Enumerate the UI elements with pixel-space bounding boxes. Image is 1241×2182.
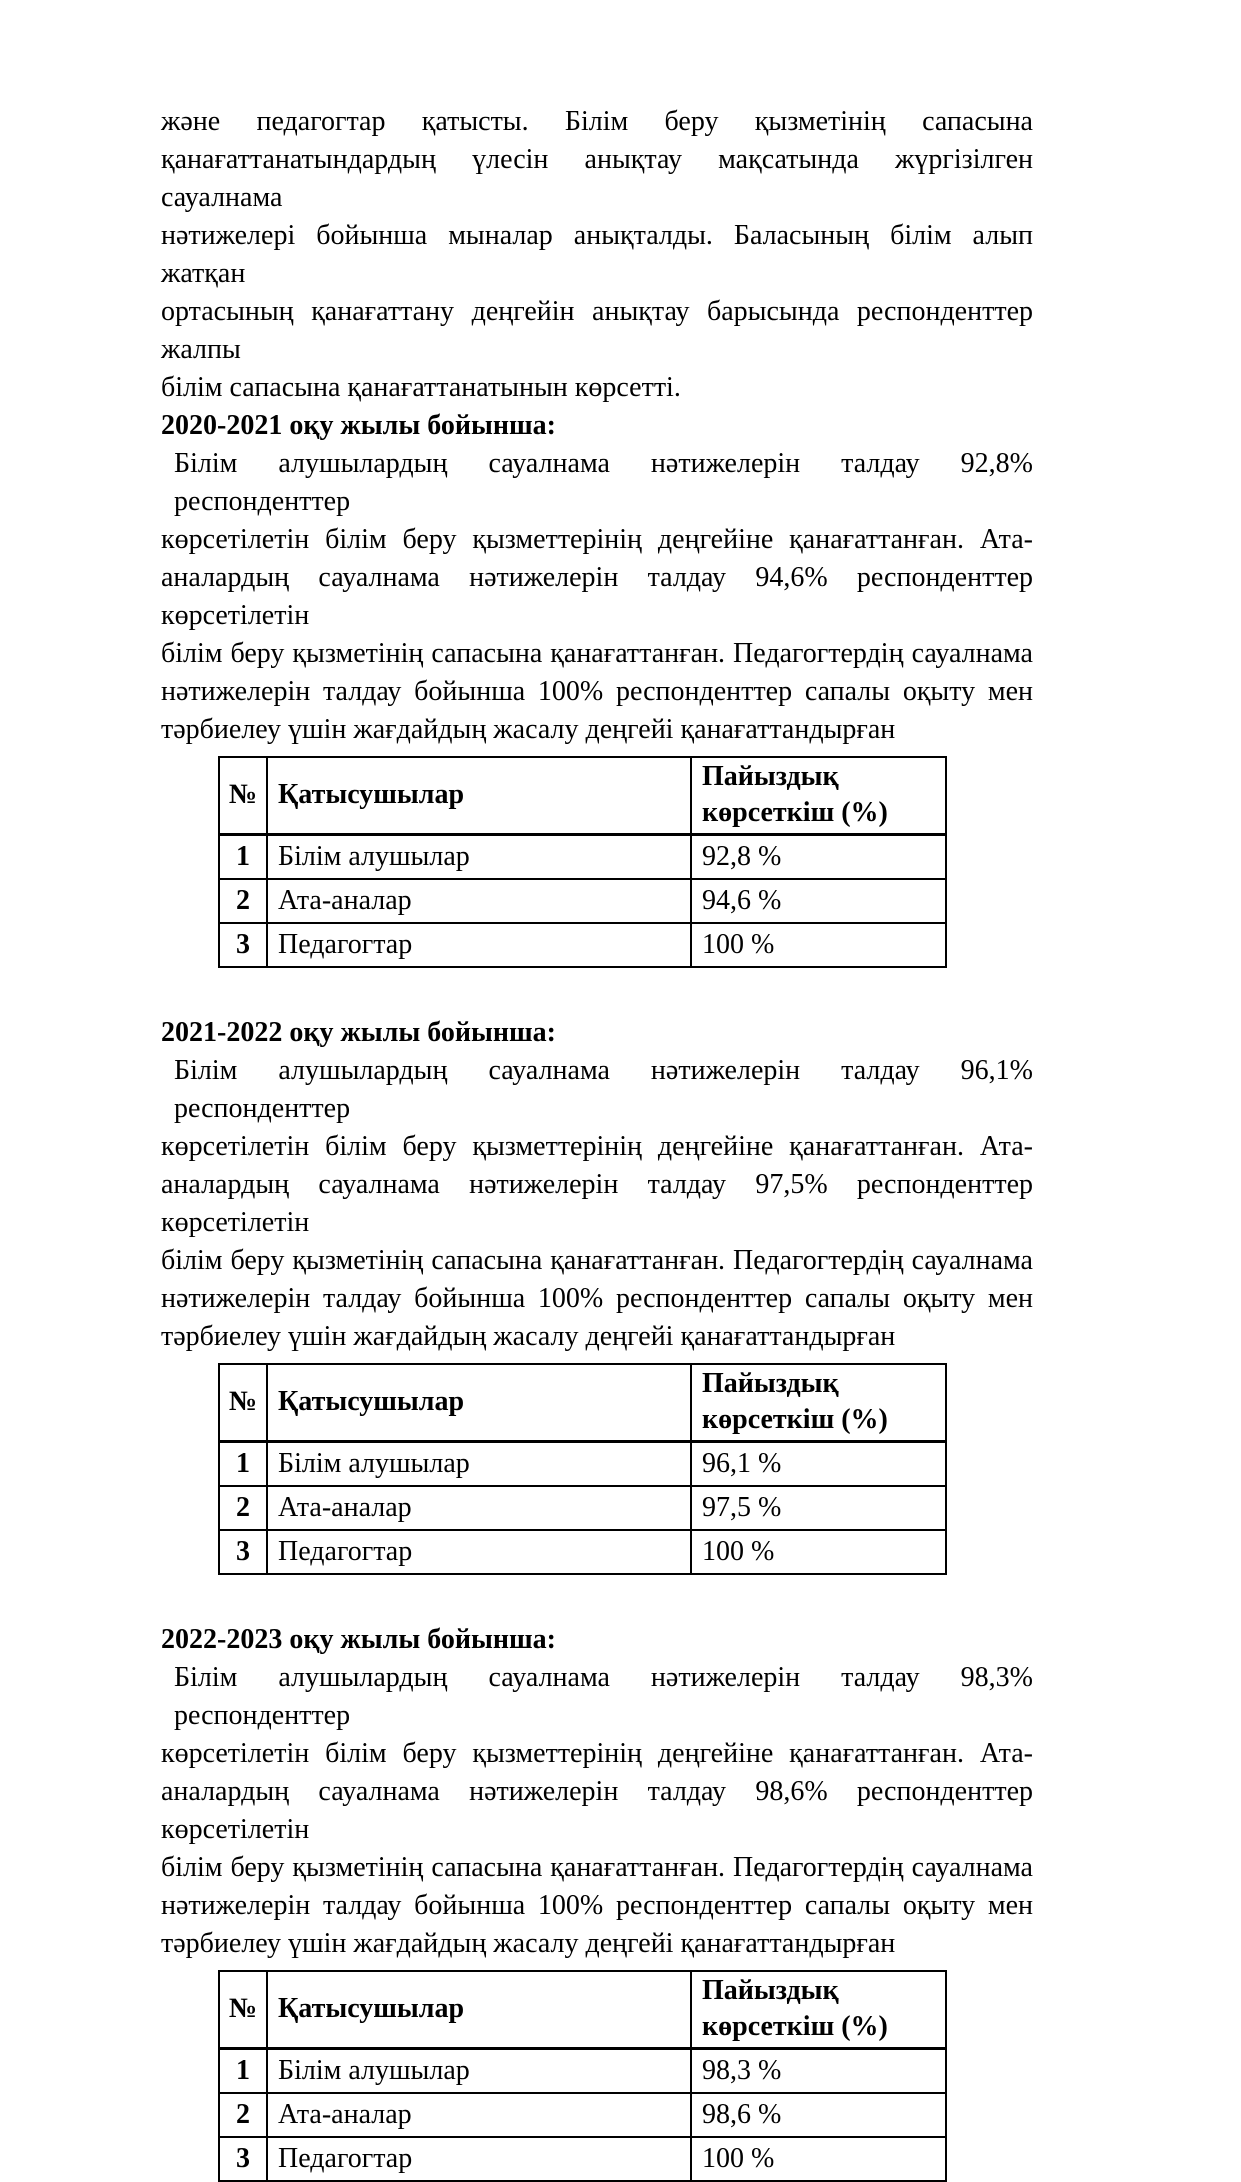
table-header-row	[219, 1971, 946, 2049]
paragraph-line: аналардың сауалнама нәтижелерін талдау 94,6% респонденттер көрсетілетін	[161, 562, 1033, 631]
table-row	[219, 1530, 946, 1574]
section-2022-2023	[161, 1621, 1033, 2182]
paragraph-line: нәтижелерін талдау бойынша 100% респонденттер сапалы оқыту мен	[161, 1890, 1033, 1921]
section-2020-2021	[161, 407, 1033, 968]
intro-paragraph	[161, 103, 1033, 407]
paragraph-line: көрсетілетін білім беру қызметтерінің деңгейіне қанағаттанған. Ата-	[161, 1131, 1033, 1162]
participant-cell: Білім алушылар	[267, 835, 691, 880]
percentage-cell: 92,8 %	[691, 835, 946, 880]
row-number-cell: 2	[219, 1486, 267, 1530]
table-row	[219, 835, 946, 880]
row-number-cell: 1	[219, 2049, 267, 2094]
section-2021-2022	[161, 1014, 1033, 1575]
percentage-cell: 97,5 %	[691, 1486, 946, 1530]
results-table	[218, 756, 947, 968]
section-paragraph	[161, 1052, 1033, 1356]
table-header-row	[219, 1364, 946, 1442]
paragraph-line: білім беру қызметінің сапасына қанағаттанған. Педагогтердің сауалнама	[161, 1245, 1033, 1276]
table-header-row	[219, 757, 946, 835]
section-heading: 2020-2021 оқу жылы бойынша:	[161, 410, 556, 441]
paragraph-line: көрсетілетін білім беру қызметтерінің деңгейіне қанағаттанған. Ата-	[161, 524, 1033, 555]
row-number-cell: 1	[219, 1442, 267, 1487]
table-row	[219, 2049, 946, 2094]
percentage-cell: 98,6 %	[691, 2093, 946, 2137]
row-number-cell: 3	[219, 1530, 267, 1574]
table-header-number: №	[219, 1971, 267, 2049]
paragraph-line: тәрбиелеу үшін жағдайдың жасалу деңгейі қанағаттандырған	[161, 714, 896, 745]
percentage-cell: 100 %	[691, 923, 946, 967]
paragraph-line: нәтижелері бойынша мыналар анықталды. Баласының білім алып жатқан	[161, 220, 1033, 289]
participant-cell: Педагогтар	[267, 2137, 691, 2181]
paragraph-line: нәтижелерін талдау бойынша 100% респонденттер сапалы оқыту мен	[161, 676, 1033, 707]
table-header-number: №	[219, 1364, 267, 1442]
table-row	[219, 923, 946, 967]
paragraph-line: көрсетілетін білім беру қызметтерінің деңгейіне қанағаттанған. Ата-	[161, 1738, 1033, 1769]
paragraph-line: аналардың сауалнама нәтижелерін талдау 98,6% респонденттер көрсетілетін	[161, 1776, 1033, 1845]
paragraph-line: білім беру қызметінің сапасына қанағаттанған. Педагогтердің сауалнама	[161, 638, 1033, 669]
results-table	[218, 1970, 947, 2182]
table-row	[219, 1486, 946, 1530]
participant-cell: Білім алушылар	[267, 2049, 691, 2094]
section-paragraph	[161, 1659, 1033, 1963]
percentage-cell: 98,3 %	[691, 2049, 946, 2094]
results-table	[218, 1363, 947, 1575]
section-heading: 2022-2023 оқу жылы бойынша:	[161, 1624, 556, 1655]
section-paragraph	[161, 445, 1033, 749]
paragraph-line: Білім алушылардың сауалнама нәтижелерін талдау 98,3% респонденттер	[174, 1662, 1033, 1731]
paragraph-line: білім беру қызметінің сапасына қанағаттанған. Педагогтердің сауалнама	[161, 1852, 1033, 1883]
table-row	[219, 2137, 946, 2181]
row-number-cell: 3	[219, 2137, 267, 2181]
participant-cell: Білім алушылар	[267, 1442, 691, 1487]
paragraph-line: аналардың сауалнама нәтижелерін талдау 97,5% респонденттер көрсетілетін	[161, 1169, 1033, 1238]
row-number-cell: 2	[219, 2093, 267, 2137]
row-number-cell: 2	[219, 879, 267, 923]
participant-cell: Ата-аналар	[267, 2093, 691, 2137]
table-header-participants: Қатысушылар	[267, 1364, 691, 1442]
table-row	[219, 879, 946, 923]
paragraph-line: Білім алушылардың сауалнама нәтижелерін талдау 96,1% респонденттер	[174, 1055, 1033, 1124]
row-number-cell: 3	[219, 923, 267, 967]
table-header-participants: Қатысушылар	[267, 757, 691, 835]
percentage-cell: 100 %	[691, 1530, 946, 1574]
row-number-cell: 1	[219, 835, 267, 880]
participant-cell: Ата-аналар	[267, 1486, 691, 1530]
table-row	[219, 2093, 946, 2137]
paragraph-line: және педагогтар қатысты. Білім беру қызметінің сапасына	[161, 106, 1033, 137]
paragraph-line: қанағаттанатындардың үлесін анықтау мақсатында жүргізілген сауалнама	[161, 144, 1033, 213]
paragraph-line: тәрбиелеу үшін жағдайдың жасалу деңгейі қанағаттандырған	[161, 1928, 896, 1959]
percentage-cell: 96,1 %	[691, 1442, 946, 1487]
participant-cell: Педагогтар	[267, 1530, 691, 1574]
paragraph-line: Білім алушылардың сауалнама нәтижелерін талдау 92,8% респонденттер	[174, 448, 1033, 517]
percentage-cell: 100 %	[691, 2137, 946, 2181]
table-header-percentage: Пайыздық көрсеткіш (%)	[691, 757, 946, 835]
paragraph-line: ортасының қанағаттану деңгейін анықтау барысында респонденттер жалпы	[161, 296, 1033, 365]
participant-cell: Педагогтар	[267, 923, 691, 967]
percentage-cell: 94,6 %	[691, 879, 946, 923]
table-row	[219, 1442, 946, 1487]
table-header-participants: Қатысушылар	[267, 1971, 691, 2049]
participant-cell: Ата-аналар	[267, 879, 691, 923]
table-header-percentage: Пайыздық көрсеткіш (%)	[691, 1971, 946, 2049]
table-header-number: №	[219, 757, 267, 835]
section-heading: 2021-2022 оқу жылы бойынша:	[161, 1017, 556, 1048]
paragraph-line: білім сапасына қанағаттанатынын көрсетті.	[161, 372, 681, 403]
paragraph-line: нәтижелерін талдау бойынша 100% респонденттер сапалы оқыту мен	[161, 1283, 1033, 1314]
table-header-percentage: Пайыздық көрсеткіш (%)	[691, 1364, 946, 1442]
paragraph-line: тәрбиелеу үшін жағдайдың жасалу деңгейі қанағаттандырған	[161, 1321, 896, 1352]
